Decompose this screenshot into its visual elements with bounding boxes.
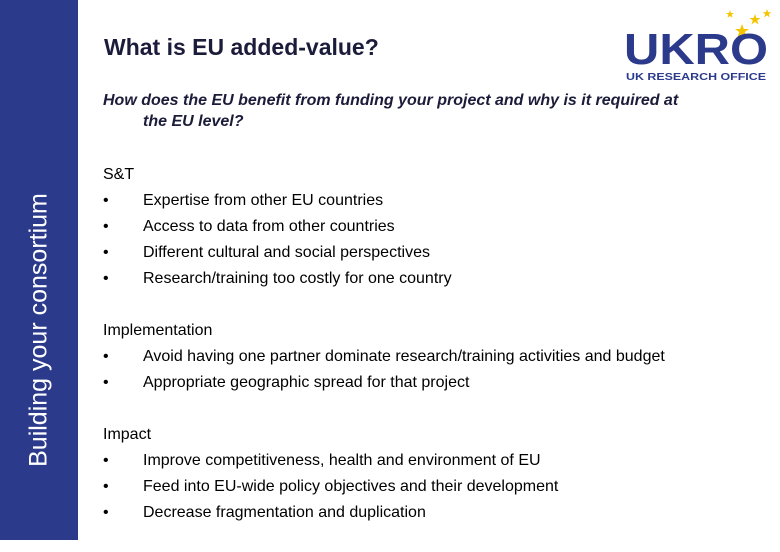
list-item-text: Improve competitiveness, health and environment of EU (143, 452, 541, 469)
section-title: Impact (103, 426, 152, 443)
list-item-text: Different cultural and social perspectives (143, 244, 430, 261)
star-icon (763, 9, 772, 17)
bullet-icon: • (103, 374, 109, 391)
list-item-text: Access to data from other countries (143, 218, 395, 235)
list-item (103, 500, 763, 526)
list-item (103, 266, 763, 292)
list-item-text: Avoid having one partner dominate research/training activities and budget (143, 348, 665, 365)
list-item (103, 188, 763, 214)
section-title: Implementation (103, 322, 213, 339)
star-icon (749, 14, 760, 24)
list-item (103, 240, 763, 266)
list-item (103, 214, 763, 240)
slide-title: What is EU added-value? (104, 34, 379, 60)
section-title: S&T (103, 166, 135, 183)
question-line-2: the EU level? (143, 113, 244, 130)
question-line-1: How does the EU benefit from funding your project and why is it required at (103, 92, 679, 109)
logo-wordmark: UKRO (624, 25, 768, 74)
slide-content (103, 162, 763, 552)
bullet-icon: • (103, 270, 109, 287)
bullet-icon: • (103, 452, 109, 469)
sidebar (0, 0, 78, 540)
list-item-text: Appropriate geographic spread for that project (143, 374, 470, 391)
section-impact (103, 422, 763, 526)
bullet-icon: • (103, 192, 109, 209)
list-item-text: Decrease fragmentation and duplication (143, 504, 426, 521)
list-item (103, 448, 763, 474)
list-item-text: Feed into EU-wide policy objectives and their development (143, 478, 559, 495)
sidebar-title: Building your consortium (24, 193, 53, 467)
section-st (103, 162, 763, 292)
list-item-text: Expertise from other EU countries (143, 192, 384, 209)
ukro-logo (622, 6, 772, 86)
list-item-text: Research/training too costly for one country (143, 270, 452, 287)
list-item (103, 344, 763, 370)
section-implementation (103, 318, 763, 396)
bullet-icon: • (103, 218, 109, 235)
list-item (103, 474, 763, 500)
logo-tagline: UK RESEARCH OFFICE (626, 72, 767, 83)
guiding-question (103, 90, 763, 132)
star-icon (726, 10, 734, 18)
bullet-icon: • (103, 478, 109, 495)
bullet-icon: • (103, 244, 109, 261)
bullet-icon: • (103, 348, 109, 365)
list-item (103, 370, 763, 396)
bullet-icon: • (103, 504, 109, 521)
